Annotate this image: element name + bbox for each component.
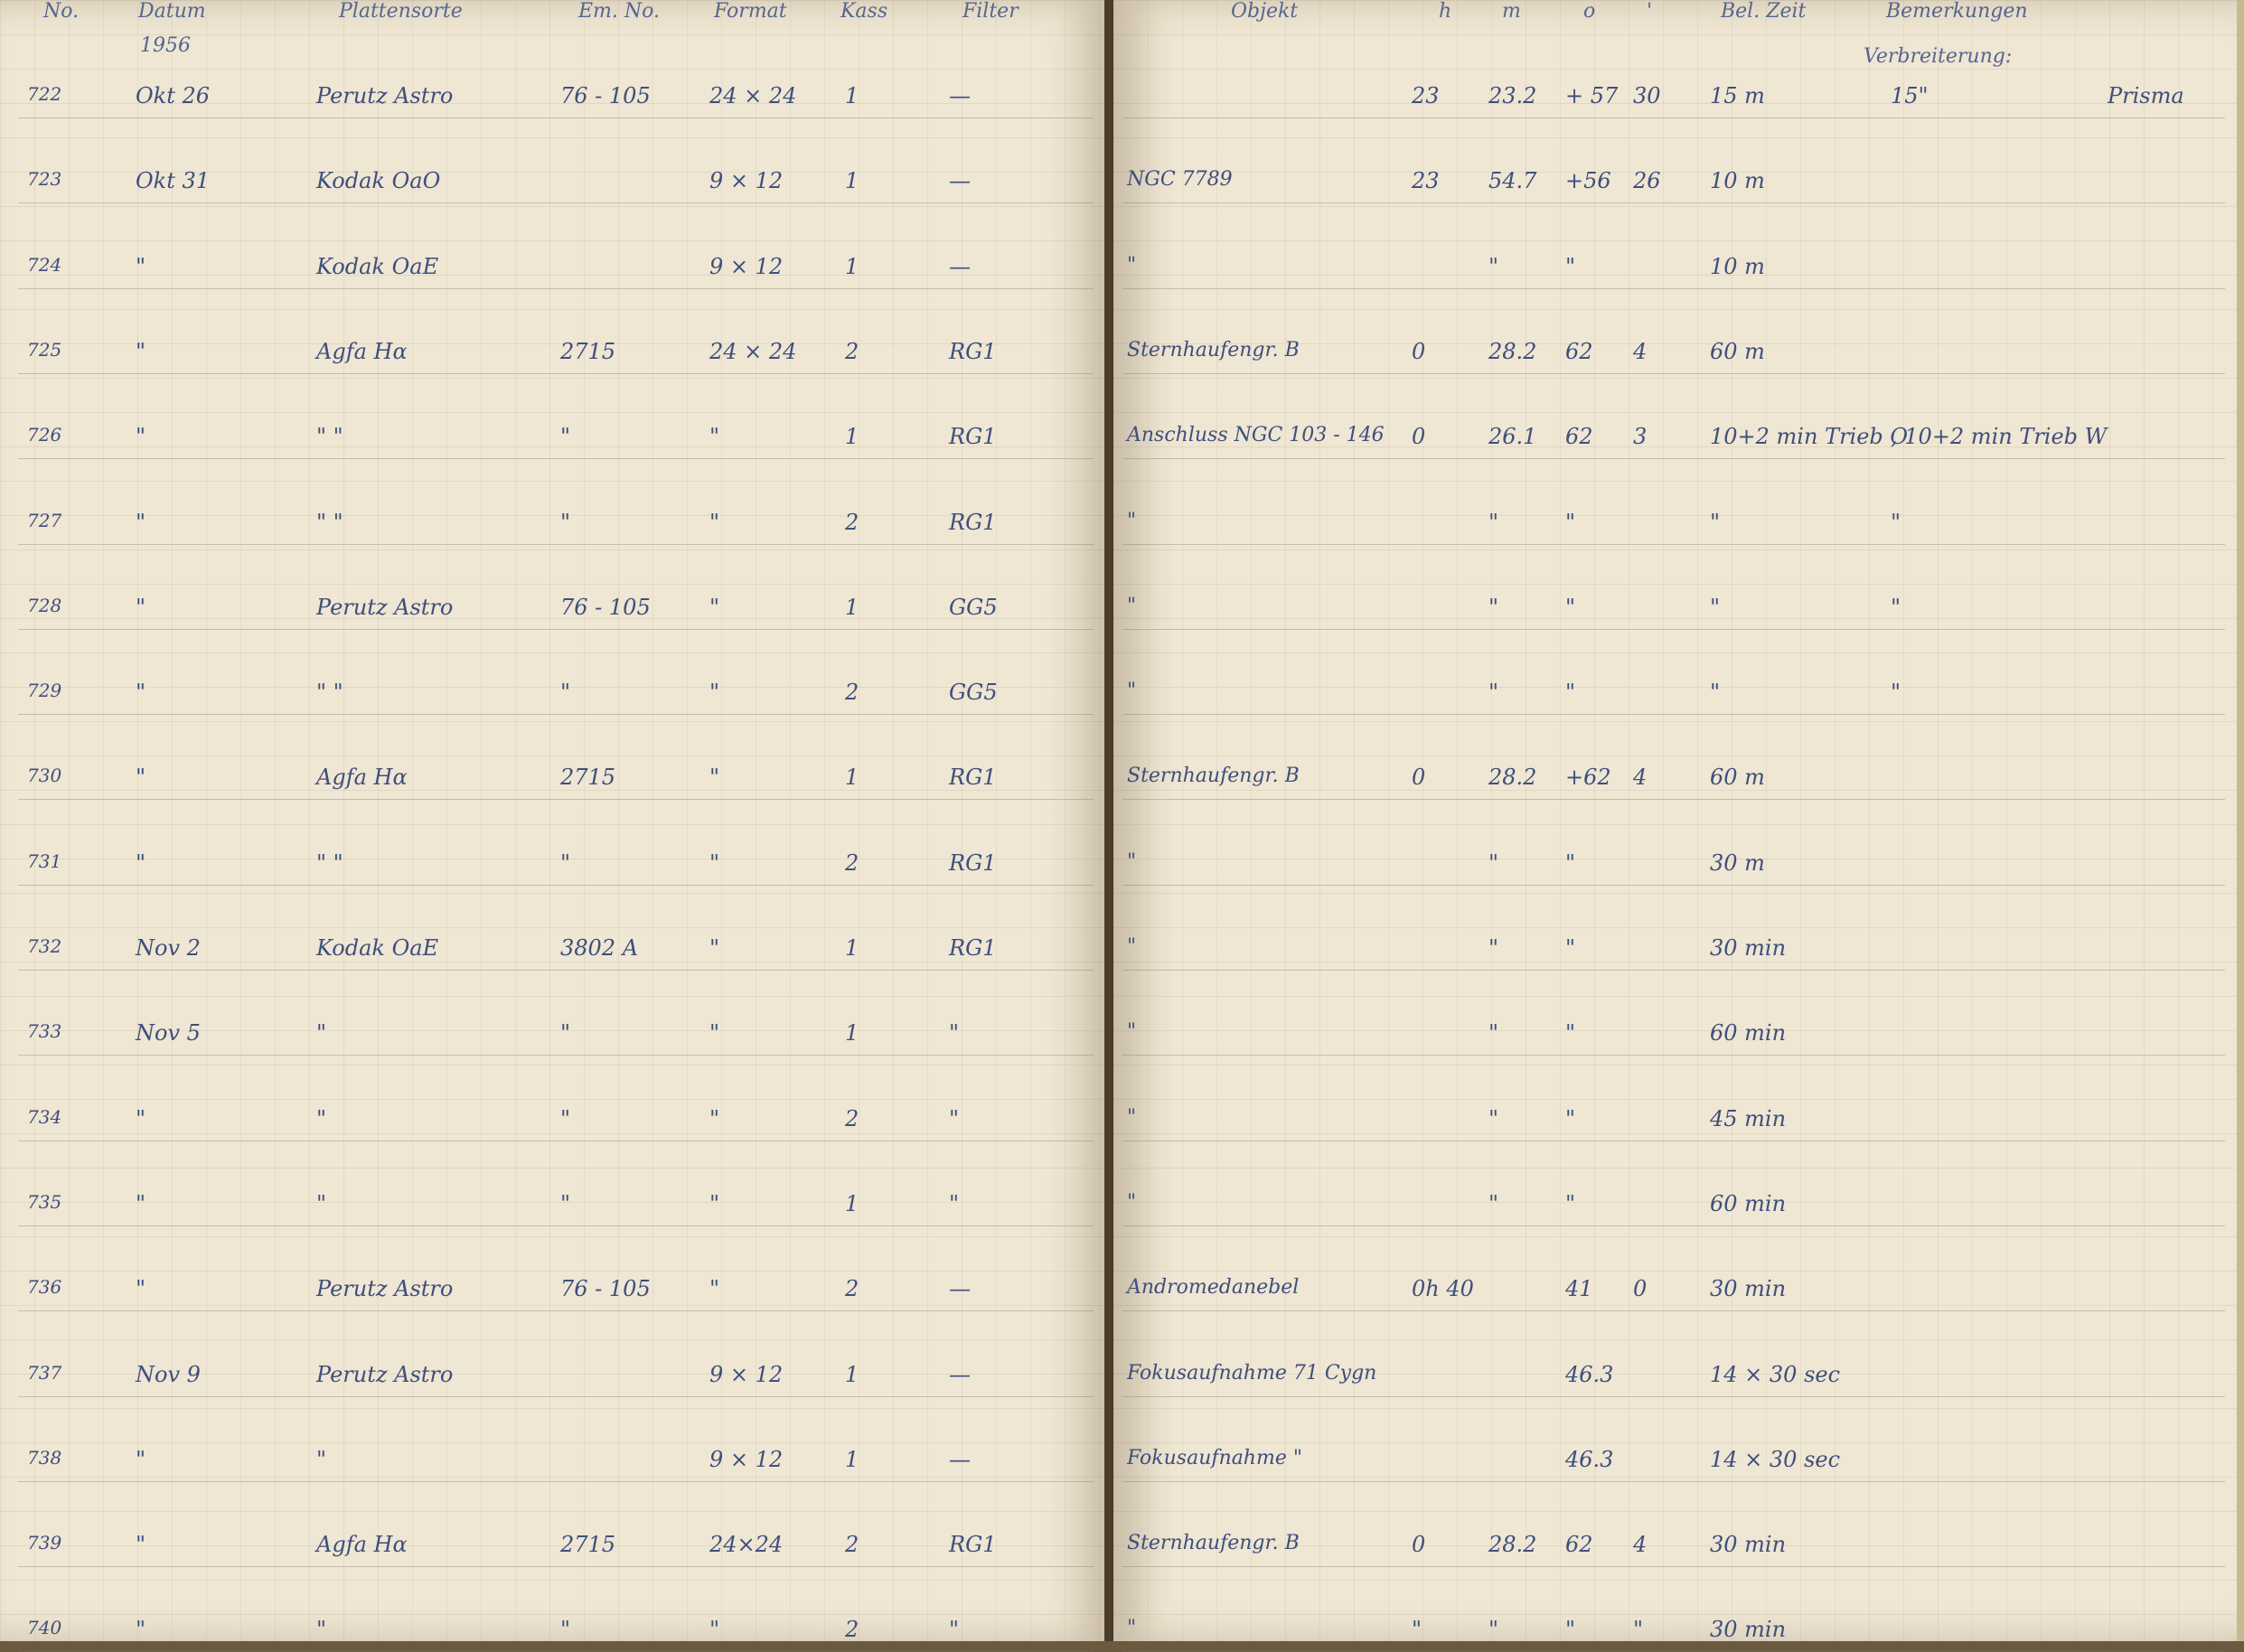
- row-rule: [1122, 1055, 2225, 1056]
- header-filter: Filter: [962, 0, 1019, 23]
- cell-zeit: 10 m: [1710, 168, 1765, 193]
- cell-zeit: 60 m: [1710, 339, 1765, 364]
- header-format: Format: [714, 0, 787, 23]
- header-kass: Kass: [840, 0, 888, 23]
- cell-zeit: 15 m: [1710, 83, 1765, 108]
- row-rule: [18, 714, 1094, 715]
- cell-no: 739: [27, 1532, 62, 1553]
- cell-filter: RG1: [949, 935, 997, 961]
- cell-filter: RG1: [949, 1532, 997, 1557]
- cell-filter: ": [949, 1020, 960, 1046]
- cell-objekt: ": [1127, 680, 1137, 702]
- cell-no: 725: [27, 339, 62, 361]
- cell-bem: 15": [1891, 83, 1929, 108]
- cell-objekt: ": [1127, 254, 1137, 277]
- header-objekt: Objekt: [1231, 0, 1299, 23]
- cell-format: 24×24: [709, 1532, 784, 1557]
- cell-no: 728: [27, 595, 62, 616]
- cell-format: 9 × 12: [709, 1362, 784, 1387]
- cell-kass: 1: [845, 765, 859, 790]
- cell-no: 730: [27, 765, 62, 786]
- cell-bem: ": [1891, 680, 1901, 705]
- cell-platte: Perutz Astro: [316, 1362, 454, 1387]
- cell-objekt: ": [1127, 595, 1137, 617]
- cell-filter: —: [949, 168, 971, 193]
- cell-platte: ": [316, 1106, 327, 1131]
- cell-zeit: ": [1710, 680, 1721, 705]
- cell-bem: ": [1891, 595, 1901, 620]
- cell-d: ": [1565, 935, 1576, 961]
- cell-zeit: 30 min: [1710, 1617, 1787, 1642]
- cell-extra: Prisma: [2108, 83, 2184, 108]
- cell-format: ": [709, 680, 720, 705]
- cell-format: ": [709, 424, 720, 449]
- row-rule: [18, 1396, 1094, 1397]
- cell-h: 0: [1412, 1532, 1426, 1557]
- cell-objekt: Sternhaufengr. B: [1127, 765, 1300, 787]
- cell-format: 9 × 12: [709, 168, 784, 193]
- cell-kass: 2: [845, 1532, 859, 1557]
- cell-d: ": [1565, 595, 1576, 620]
- row-rule: [18, 288, 1094, 289]
- cell-objekt: NGC 7789: [1127, 168, 1233, 191]
- cell-no: 738: [27, 1447, 62, 1469]
- cell-platte: Kodak OaE: [316, 254, 439, 279]
- cell-em: ": [560, 510, 571, 535]
- cell-datum: Okt 31: [136, 168, 211, 193]
- cell-dm: 4: [1633, 1532, 1648, 1557]
- cell-format: ": [709, 510, 720, 535]
- cell-em: ": [560, 424, 571, 449]
- cell-zeit: ": [1710, 595, 1721, 620]
- cell-datum: ": [136, 1532, 146, 1557]
- cell-format: ": [709, 1276, 720, 1301]
- cell-m: 28.2: [1488, 339, 1537, 364]
- cell-platte: " ": [316, 424, 343, 449]
- cell-d: +56: [1565, 168, 1611, 193]
- cell-filter: ": [949, 1617, 960, 1642]
- row-rule: [18, 458, 1094, 459]
- cell-datum: ": [136, 680, 146, 705]
- cell-format: 9 × 12: [709, 254, 784, 279]
- row-rule: [18, 970, 1094, 971]
- cell-platte: Kodak OaO: [316, 168, 441, 193]
- cell-zeit: 30 min: [1710, 935, 1787, 961]
- cell-no: 736: [27, 1276, 62, 1298]
- cell-dm: 30: [1633, 83, 1661, 108]
- cell-d: 46.3: [1565, 1362, 1614, 1387]
- cell-d: ": [1565, 850, 1576, 876]
- cell-platte: ": [316, 1020, 327, 1046]
- cell-no: 734: [27, 1106, 62, 1128]
- row-rule: [1122, 799, 2225, 800]
- cell-no: 737: [27, 1362, 62, 1384]
- cell-format: 24 × 24: [709, 339, 797, 364]
- cell-m: ": [1488, 680, 1499, 705]
- cell-em: 2715: [560, 1532, 616, 1557]
- header-h: h: [1439, 0, 1452, 23]
- cell-dm: 26: [1633, 168, 1661, 193]
- cell-platte: Agfa Hα: [316, 1532, 408, 1557]
- cell-platte: Perutz Astro: [316, 83, 454, 108]
- cell-datum: Nov 5: [136, 1020, 201, 1046]
- cell-zeit: 30 min: [1710, 1532, 1787, 1557]
- cell-d: 62: [1565, 339, 1593, 364]
- cell-kass: 2: [845, 510, 859, 535]
- cell-objekt: ": [1127, 935, 1137, 958]
- cell-em: ": [560, 1191, 571, 1216]
- cell-datum: ": [136, 1617, 146, 1642]
- cell-objekt: ": [1127, 850, 1137, 873]
- row-rule: [18, 1225, 1094, 1226]
- row-rule: [1122, 1140, 2225, 1141]
- cell-d: ": [1565, 510, 1576, 535]
- row-rule: [1122, 117, 2225, 118]
- row-rule: [18, 885, 1094, 886]
- cell-d: +62: [1565, 765, 1611, 790]
- cell-em: 76 - 105: [560, 83, 651, 108]
- header-plattensorte: Plattensorte: [339, 0, 463, 23]
- cell-filter: RG1: [949, 850, 997, 876]
- cell-kass: 1: [845, 935, 859, 961]
- cell-m: 28.2: [1488, 1532, 1537, 1557]
- cell-platte: " ": [316, 680, 343, 705]
- cell-kass: 2: [845, 850, 859, 876]
- cell-filter: —: [949, 1362, 971, 1387]
- header-datum: Datum: [138, 0, 206, 23]
- cell-kass: 1: [845, 168, 859, 193]
- cell-em: 76 - 105: [560, 595, 651, 620]
- cell-filter: GG5: [949, 595, 998, 620]
- cell-h: 0h 40: [1412, 1276, 1474, 1301]
- cell-objekt: ": [1127, 510, 1137, 532]
- cell-platte: " ": [316, 850, 343, 876]
- cell-m: 28.2: [1488, 765, 1537, 790]
- row-rule: [1122, 1566, 2225, 1567]
- cell-dm: 4: [1633, 765, 1648, 790]
- cell-datum: ": [136, 339, 146, 364]
- cell-no: 732: [27, 935, 62, 957]
- cell-no: 722: [27, 83, 62, 105]
- cell-objekt: ": [1127, 1617, 1137, 1639]
- cell-objekt: Fokusaufnahme 71 Cygn: [1127, 1362, 1377, 1384]
- cell-m: 26.1: [1488, 424, 1537, 449]
- cell-datum: Nov 2: [136, 935, 201, 961]
- cell-kass: 1: [845, 83, 859, 108]
- cell-platte: " ": [316, 510, 343, 535]
- cell-format: ": [709, 1191, 720, 1216]
- row-rule: [1122, 714, 2225, 715]
- cell-objekt: Sternhaufengr. B: [1127, 1532, 1300, 1554]
- header-verbreiterung: Verbreiterung:: [1864, 45, 2013, 68]
- cell-datum: ": [136, 510, 146, 535]
- cell-filter: —: [949, 83, 971, 108]
- cell-no: 723: [27, 168, 62, 190]
- cell-format: 9 × 12: [709, 1447, 784, 1472]
- row-rule: [1122, 1396, 2225, 1397]
- cell-objekt: Anschluss NGC 103 - 146: [1127, 424, 1385, 446]
- cell-format: ": [709, 850, 720, 876]
- cell-dm: ": [1633, 1617, 1644, 1642]
- cell-objekt: ": [1127, 1020, 1137, 1043]
- cell-no: 740: [27, 1617, 62, 1638]
- cell-h: 0: [1412, 339, 1426, 364]
- header-bemerkungen: Bemerkungen: [1886, 0, 2028, 23]
- cell-kass: 1: [845, 1447, 859, 1472]
- cell-datum: ": [136, 850, 146, 876]
- cell-platte: Perutz Astro: [316, 1276, 454, 1301]
- cell-platte: Kodak OaE: [316, 935, 439, 961]
- row-rule: [1122, 885, 2225, 886]
- cell-d: 62: [1565, 1532, 1593, 1557]
- header-em-no: Em. No.: [578, 0, 661, 23]
- header-min: ': [1647, 0, 1653, 23]
- cell-dm: 3: [1633, 424, 1648, 449]
- cell-format: ": [709, 1106, 720, 1131]
- cell-datum: Okt 26: [136, 83, 211, 108]
- cell-d: + 57: [1565, 83, 1619, 108]
- cell-no: 731: [27, 850, 62, 872]
- cell-format: ": [709, 1020, 720, 1046]
- row-rule: [1122, 1225, 2225, 1226]
- cell-filter: GG5: [949, 680, 998, 705]
- row-rule: [18, 1310, 1094, 1311]
- cell-filter: ": [949, 1191, 960, 1216]
- cell-filter: —: [949, 254, 971, 279]
- cell-d: ": [1565, 1617, 1576, 1642]
- row-rule: [1122, 1481, 2225, 1482]
- cell-dm: 4: [1633, 339, 1648, 364]
- row-rule: [18, 373, 1094, 374]
- row-rule: [18, 1055, 1094, 1056]
- cell-datum: ": [136, 1191, 146, 1216]
- cell-kass: 1: [845, 595, 859, 620]
- cell-no: 729: [27, 680, 62, 701]
- cell-em: ": [560, 1617, 571, 1642]
- cell-bem: , 10+2 min Trieb W: [1891, 424, 2108, 449]
- cell-datum: ": [136, 1106, 146, 1131]
- page-edge: [2237, 0, 2244, 1641]
- row-rule: [1122, 373, 2225, 374]
- cell-objekt: Fokusaufnahme ": [1127, 1447, 1302, 1469]
- cell-datum: ": [136, 595, 146, 620]
- row-rule: [1122, 458, 2225, 459]
- cell-zeit: ": [1710, 510, 1721, 535]
- cell-m: ": [1488, 1106, 1499, 1131]
- header-year: 1956: [140, 34, 191, 57]
- cell-objekt: ": [1127, 1106, 1137, 1129]
- row-rule: [1122, 970, 2225, 971]
- right-page: [1113, 0, 2244, 1641]
- row-rule: [1122, 629, 2225, 630]
- cell-dm: 0: [1633, 1276, 1648, 1301]
- cell-format: 24 × 24: [709, 83, 797, 108]
- cell-datum: ": [136, 1447, 146, 1472]
- cell-no: 724: [27, 254, 62, 276]
- cell-platte: Agfa Hα: [316, 765, 408, 790]
- cell-zeit: 45 min: [1710, 1106, 1787, 1131]
- cell-zeit: 10+2 min Trieb O: [1710, 424, 1909, 449]
- cell-filter: RG1: [949, 339, 997, 364]
- header-deg: o: [1583, 0, 1596, 23]
- cell-filter: ": [949, 1106, 960, 1131]
- cell-bem: ": [1891, 510, 1901, 535]
- cell-m: ": [1488, 1191, 1499, 1216]
- cell-objekt: Sternhaufengr. B: [1127, 339, 1300, 361]
- cell-filter: RG1: [949, 424, 997, 449]
- cell-datum: ": [136, 424, 146, 449]
- cell-datum: Nov 9: [136, 1362, 201, 1387]
- cell-kass: 2: [845, 680, 859, 705]
- cell-d: 62: [1565, 424, 1593, 449]
- cell-m: ": [1488, 1020, 1499, 1046]
- cell-platte: ": [316, 1191, 327, 1216]
- row-rule: [1122, 288, 2225, 289]
- header-bel-zeit: Bel. Zeit: [1721, 0, 1807, 23]
- cell-h: 0: [1412, 424, 1426, 449]
- cell-objekt: Andromedanebel: [1127, 1276, 1300, 1299]
- cell-kass: 1: [845, 1020, 859, 1046]
- cell-format: ": [709, 765, 720, 790]
- cell-h: 0: [1412, 765, 1426, 790]
- cell-filter: —: [949, 1447, 971, 1472]
- cell-d: ": [1565, 1106, 1576, 1131]
- cell-h: 23: [1412, 83, 1440, 108]
- cell-filter: RG1: [949, 510, 997, 535]
- cell-filter: RG1: [949, 765, 997, 790]
- cell-m: ": [1488, 254, 1499, 279]
- cell-m: ": [1488, 595, 1499, 620]
- cell-em: ": [560, 1020, 571, 1046]
- cell-no: 733: [27, 1020, 62, 1042]
- cell-zeit: 60 m: [1710, 765, 1765, 790]
- cell-kass: 1: [845, 254, 859, 279]
- row-rule: [18, 117, 1094, 118]
- cell-platte: Perutz Astro: [316, 595, 454, 620]
- cell-em: ": [560, 850, 571, 876]
- cell-no: 727: [27, 510, 62, 531]
- cell-kass: 1: [845, 1362, 859, 1387]
- row-rule: [1122, 202, 2225, 203]
- cell-format: ": [709, 935, 720, 961]
- cell-em: 76 - 105: [560, 1276, 651, 1301]
- cell-format: ": [709, 595, 720, 620]
- cell-kass: 2: [845, 1276, 859, 1301]
- cell-d: ": [1565, 254, 1576, 279]
- cell-zeit: 30 min: [1710, 1276, 1787, 1301]
- cell-no: 735: [27, 1191, 62, 1213]
- header-m: m: [1502, 0, 1521, 23]
- left-page: [0, 0, 1110, 1641]
- cell-platte: ": [316, 1447, 327, 1472]
- cell-kass: 1: [845, 1191, 859, 1216]
- cell-em: 2715: [560, 339, 616, 364]
- cell-datum: ": [136, 254, 146, 279]
- cell-zeit: 14 × 30 sec: [1710, 1362, 1841, 1387]
- cell-m: 23.2: [1488, 83, 1537, 108]
- cell-zeit: 30 m: [1710, 850, 1765, 876]
- header-no: No.: [43, 0, 80, 23]
- cell-d: ": [1565, 680, 1576, 705]
- cell-datum: ": [136, 765, 146, 790]
- row-rule: [1122, 544, 2225, 545]
- cell-m: 54.7: [1488, 168, 1537, 193]
- cell-kass: 2: [845, 339, 859, 364]
- cell-datum: ": [136, 1276, 146, 1301]
- cell-platte: ": [316, 1617, 327, 1642]
- cell-d: ": [1565, 1191, 1576, 1216]
- cell-h: ": [1412, 1617, 1422, 1642]
- cell-m: ": [1488, 510, 1499, 535]
- cell-em: 2715: [560, 765, 616, 790]
- cell-zeit: 10 m: [1710, 254, 1765, 279]
- cell-em: ": [560, 680, 571, 705]
- cell-em: 3802 A: [560, 935, 639, 961]
- row-rule: [1122, 1310, 2225, 1311]
- cell-format: ": [709, 1617, 720, 1642]
- cell-kass: 1: [845, 424, 859, 449]
- row-rule: [18, 544, 1094, 545]
- row-rule: [18, 1481, 1094, 1482]
- row-rule: [18, 202, 1094, 203]
- cell-em: ": [560, 1106, 571, 1131]
- cell-platte: Agfa Hα: [316, 339, 408, 364]
- cell-m: ": [1488, 935, 1499, 961]
- row-rule: [18, 1566, 1094, 1567]
- row-rule: [18, 629, 1094, 630]
- cell-m: ": [1488, 1617, 1499, 1642]
- cell-h: 23: [1412, 168, 1440, 193]
- row-rule: [18, 799, 1094, 800]
- cell-zeit: 60 min: [1710, 1191, 1787, 1216]
- cell-kass: 2: [845, 1106, 859, 1131]
- cell-kass: 2: [845, 1617, 859, 1642]
- cell-zeit: 60 min: [1710, 1020, 1787, 1046]
- cell-no: 726: [27, 424, 62, 446]
- cell-m: ": [1488, 850, 1499, 876]
- cell-d: ": [1565, 1020, 1576, 1046]
- cell-filter: —: [949, 1276, 971, 1301]
- cell-d: 46.3: [1565, 1447, 1614, 1472]
- cell-d: 41: [1565, 1276, 1593, 1301]
- cell-zeit: 14 × 30 sec: [1710, 1447, 1841, 1472]
- cell-objekt: ": [1127, 1191, 1137, 1214]
- row-rule: [18, 1140, 1094, 1141]
